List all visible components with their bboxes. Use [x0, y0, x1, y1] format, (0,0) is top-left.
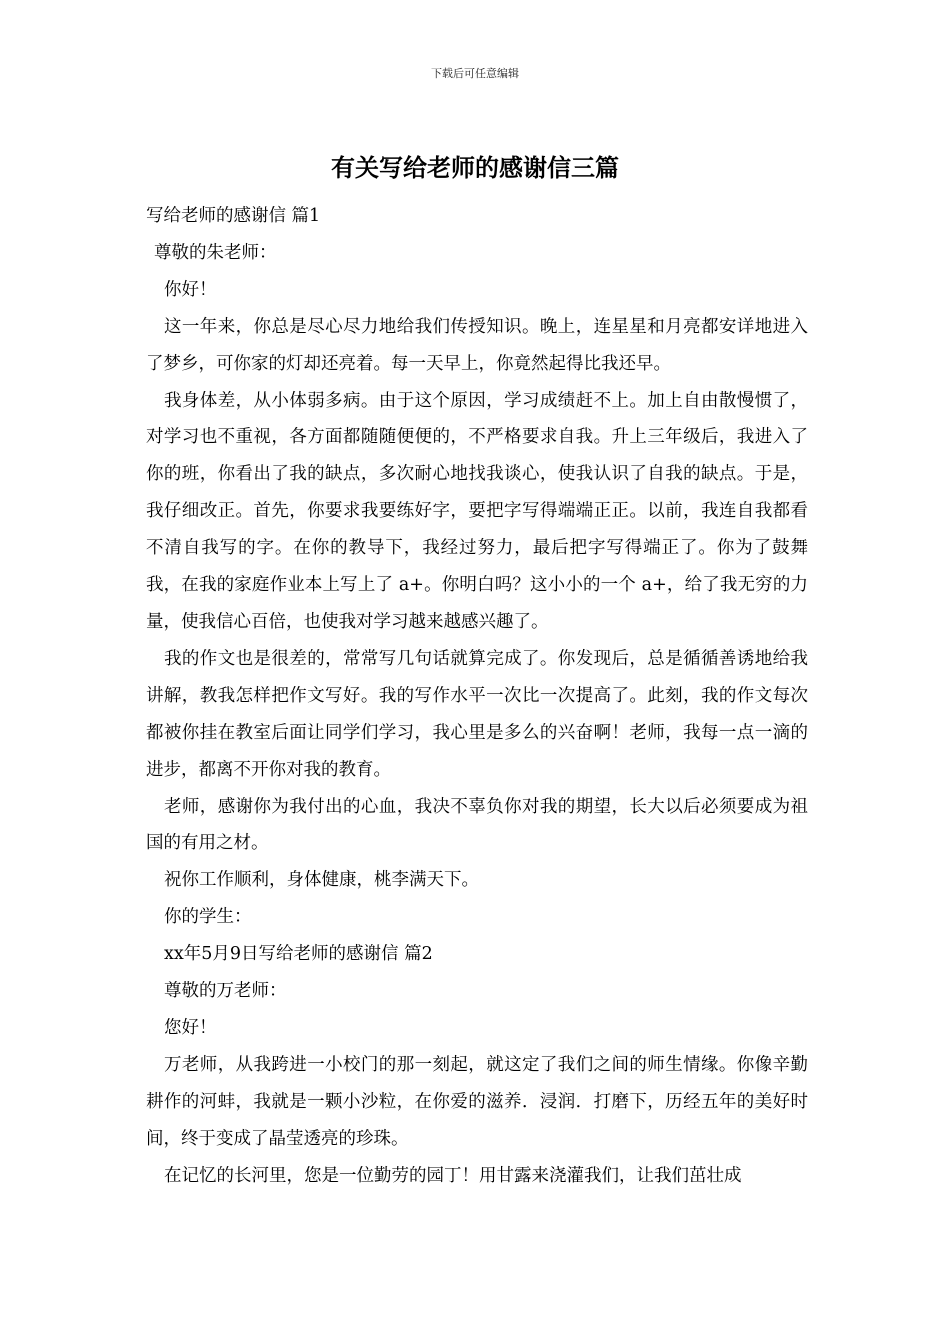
- letter-1-greeting: 你好！: [164, 279, 217, 300]
- letter-2-greeting: 您好！: [164, 1017, 217, 1038]
- letter-2-heading: xx年5月9日写给老师的感谢信 篇2: [164, 944, 433, 965]
- letter-1-signature: 你的学生：: [164, 907, 252, 928]
- page-header-note: 下载后可任意编辑: [431, 67, 519, 80]
- letter-1-paragraph: 老师，感谢你为我付出的心血，我决不辜负你对我的期望，长大以后必须要成为祖国的有用之材。: [146, 796, 808, 854]
- letter-1-paragraph: 我的作文也是很差的，常常写几句话就算完成了。你发现后，总是循循善诱地给我讲解，教我怎样把作文写好。我的写作水平一次比一次提高了。此刻，我的作文每次都被你挂在教室后面让同学们学习，我心里是多么的兴奋啊！老师，我每一点一滴的进步，都离不开你对我的教育。: [146, 648, 808, 780]
- letter-1-heading: 写给老师的感谢信 篇1: [146, 206, 321, 226]
- letter-1-salutation: 尊敬的朱老师：: [154, 242, 277, 263]
- document-title: 有关写给老师的感谢信三篇: [331, 153, 619, 182]
- letter-1-paragraph: 这一年来，你总是尽心尽力地给我们传授知识。晚上，连星星和月亮都安详地进入了梦乡，可你家的灯却还亮着。每一天早上，你竟然起得比我还早。: [146, 316, 808, 374]
- document-body: [146, 198, 808, 1194]
- letter-2-salutation: 尊敬的万老师：: [164, 981, 287, 1002]
- letter-2-paragraph: 在记忆的长河里，您是一位勤劳的园丁！用甘露来浇灌我们，让我们茁壮成: [164, 1165, 742, 1186]
- letter-1-closing-wish: 祝你工作顺利，身体健康，桃李满天下。: [164, 870, 479, 891]
- letter-1-paragraph: 我身体差，从小体弱多病。由于这个原因，学习成绩赶不上。加上自由散慢惯了，对学习也不重视，各方面都随随便便的，不严格要求自我。升上三年级后，我进入了你的班，你看出了我的缺点，多次耐心地找我谈心，使我认识了自我的缺点。于是，我仔细改正。首先，你要求我要练好字，要把字写得端端正正。以前，我连自我都看不清自我写的字。在你的教导下，我经过努力，最后把字写得端正了。你为了鼓舞我，在我的家庭作业本上写上了 a+。你明白吗？这小小的一个 a+，给了我无穷的力量，使我信心百倍，也使我对学习越来越感兴趣了。: [146, 390, 808, 632]
- letter-2-paragraph: 万老师，从我跨进一小校门的那一刻起，就这定了我们之间的师生情缘。你像辛勤耕作的河蚌，我就是一颗小沙粒，在你爱的滋养．浸润．打磨下，历经五年的美好时间，终于变成了晶莹透亮的珍珠。: [146, 1054, 808, 1149]
